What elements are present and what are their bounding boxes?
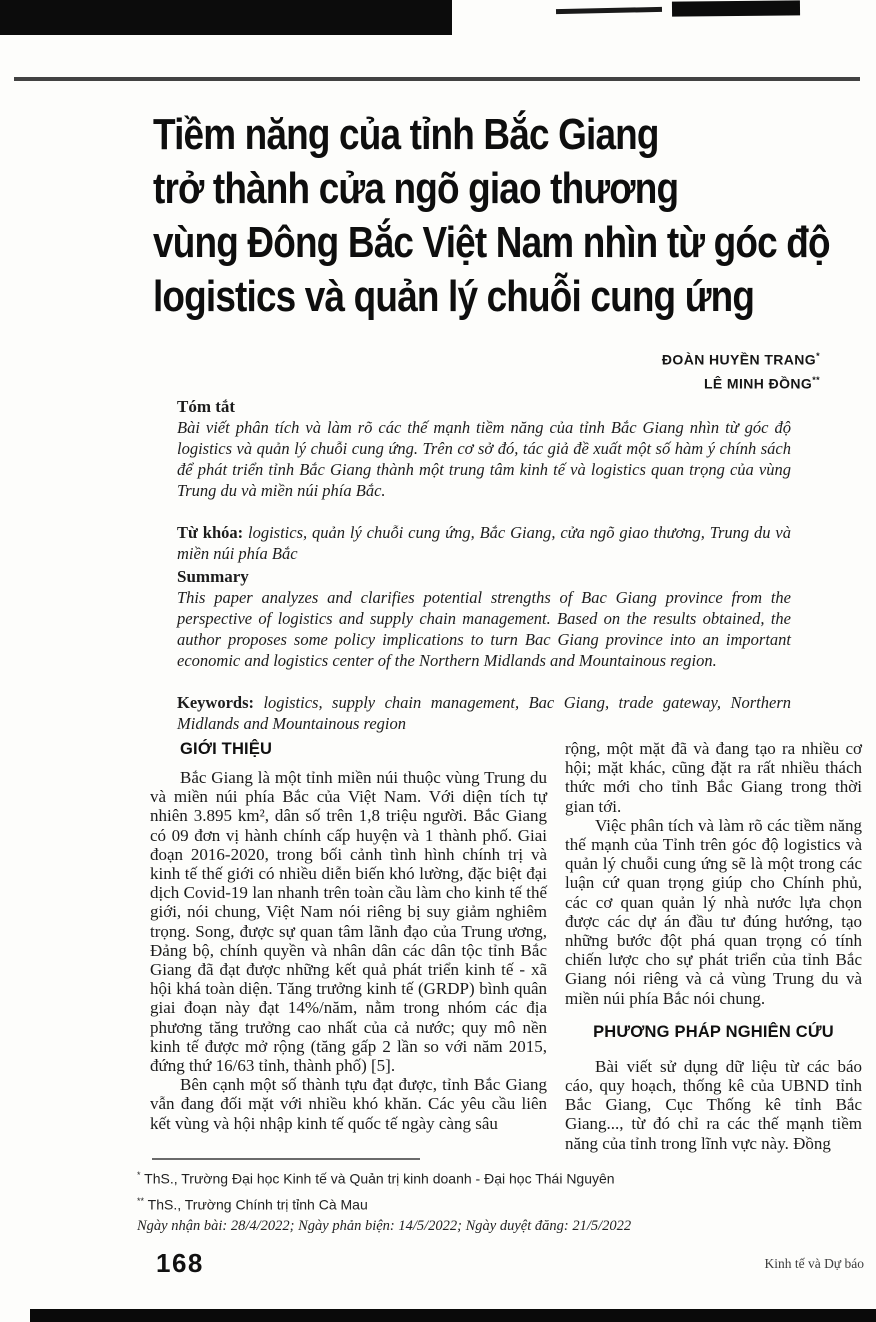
footnotes-block <box>137 1164 737 1237</box>
footnote-item <box>137 1190 737 1216</box>
scan-artifact-top-line <box>556 7 662 14</box>
keywords-vi-label: Từ khóa: <box>177 523 244 542</box>
title-line: trở thành cửa ngõ giao thương <box>153 164 679 213</box>
summary-heading: Summary <box>177 567 249 586</box>
author-affiliation-marker: ** <box>812 374 820 385</box>
author-affiliation-marker: * <box>816 351 820 361</box>
scan-artifact-top-left <box>0 0 452 35</box>
continuation-paragraph: rộng, một mặt đã và đang tạo ra nhiều cơ hội; mặt khác, cũng đặt ra rất nhiều thách thức mới cho tỉnh Bắc Giang trong thời gian tới. <box>565 739 862 816</box>
footnote-text: ThS., Trường Chính trị tỉnh Cà Mau <box>144 1196 368 1213</box>
footnote-item <box>137 1164 737 1190</box>
column-right <box>565 739 862 1153</box>
abstract-body: Bài viết phân tích và làm rõ các thế mạnh tiềm năng của tỉnh Bắc Giang nhìn từ góc độ logistics và quản lý chuỗi cung ứng. Trên cơ sở đó, tác giả đề xuất một số hàm ý chính sách để phát triển tỉnh Bắc Giang thành một trung tâm kinh tế và logistics quan trọng của vùng Trung du và miền núi phía Bắc. <box>177 418 791 500</box>
summary-section <box>177 566 791 734</box>
authors-block <box>662 346 820 393</box>
header-rule <box>14 77 860 81</box>
abstract-heading: Tóm tắt <box>177 397 236 416</box>
keywords-en <box>177 692 791 734</box>
summary-body: This paper analyzes and clarifies potential strengths of Bac Giang province from the perspective of logistics and supply chain management. Based on the results obtained, the author proposes some policy implications to turn Bac Giang province into an important economic and logistics center of the Northern Midlands and Mountainous region. <box>177 588 791 670</box>
footnote-marker: * <box>137 1170 141 1180</box>
article-title <box>153 108 830 324</box>
title-line: Tiềm năng của tỉnh Bắc Giang <box>153 110 659 159</box>
intro-paragraph-2: Bên cạnh một số thành tựu đạt được, tỉnh Bắc Giang vẫn đang đối mặt với nhiều khó khăn. Các yêu cầu liên kết vùng và hội nhập kinh tế quốc tế ngày càng sâu <box>150 1075 547 1133</box>
keywords-vi <box>177 522 791 564</box>
scan-artifact-bottom <box>30 1309 876 1322</box>
methods-paragraph: Bài viết sử dụng dữ liệu từ các báo cáo, quy hoạch, thống kê của UBND tỉnh Bắc Giang, Cục Thống kê tỉnh Bắc Giang..., từ đó chỉ ra các thế mạnh tiềm năng của tỉnh trong lĩnh vực này. Đồng <box>565 1056 862 1153</box>
intro-paragraph-1: Bắc Giang là một tỉnh miền núi thuộc vùng Trung du và miền núi phía Bắc của Việt Nam. Với diện tích tự nhiên 3.895 km², dân số trên 1,8 triệu người. Bắc Giang có 09 đơn vị hành chính cấp huyện và 1 thành phố. Giai đoạn 2016-2020, trong bối cảnh tình hình chính trị và kinh tế thế giới có nhiều diễn biến khó lường, đặc biệt đại dịch Covid-19 lan nhanh trên toàn cầu làm cho kinh tế thế giới, nói chung, Việt Nam nói riêng bị suy giảm nghiêm trọng. Song, được sự quan tâm lãnh đạo của Trung ương, Đảng bộ, chính quyền và nhân dân các dân tộc tỉnh Bắc Giang đã đạt được những kết quả phát triển kinh tế - xã hội khá toàn diện. Tăng trưởng kinh tế (GRDP) bình quân giai đoạn này đạt 14%/năm, nằm trong nhóm các địa phương tăng trưởng cao nhất của cả nước; quy mô nền kinh tế được mở rộng (tăng gấp 2 lần so với năm 2015, đứng thứ 16/63 tỉnh, thành phố) [5]. <box>150 768 547 1076</box>
scan-artifact-top-right <box>672 0 800 16</box>
journal-name: Kinh tế và Dự báo <box>764 1256 864 1271</box>
footnote-marker: ** <box>137 1195 145 1206</box>
analysis-paragraph: Việc phân tích và làm rõ các tiềm năng thế mạnh của Tỉnh trên góc độ logistics và quản lý chuỗi cung ứng sẽ là một trong các luận cứ quan trọng giúp cho Chính phủ, các cơ quan quản lý nhà nước lựa chọn được các dự án đầu tư đúng hướng, tạo những bước đột phá quan trọng có tính chiến lược cho sự phát triển của tỉnh Bắc Giang nói riêng và cả vùng Trung du và miền núi phía Bắc nói chung. <box>565 815 862 1008</box>
author-line: LÊ MINH ĐỒNG** <box>703 374 820 392</box>
title-line: vùng Đông Bắc Việt Nam nhìn từ góc độ <box>153 218 830 267</box>
footnote-rule <box>152 1158 420 1160</box>
methods-heading: PHƯƠNG PHÁP NGHIÊN CỨU <box>593 1022 834 1041</box>
column-left <box>150 739 547 1153</box>
body-columns <box>150 739 862 1153</box>
page-number: 168 <box>156 1248 204 1278</box>
keywords-en-label: Keywords: <box>177 693 254 712</box>
author-line: ĐOÀN HUYỀN TRANG* <box>661 351 820 368</box>
keywords-vi-text: logistics, quản lý chuỗi cung ứng, Bắc Giang, cửa ngõ giao thương, Trung du và miền núi phía Bắc <box>177 523 791 563</box>
title-line: logistics và quản lý chuỗi cung ứng <box>153 272 755 321</box>
keywords-en-text: logistics, supply chain management, Bac Giang, trade gateway, Northern Midlands and Mountainous region <box>177 693 791 733</box>
footnote-dates: Ngày nhận bài: 28/4/2022; Ngày phản biện: 14/5/2022; Ngày duyệt đăng: 21/5/2022 <box>137 1218 632 1235</box>
footnote-text: ThS., Trường Đại học Kinh tế và Quản trị kinh doanh - Đại học Thái Nguyên <box>140 1170 615 1187</box>
abstract-section <box>177 396 791 564</box>
intro-heading: GIỚI THIỆU <box>180 740 273 758</box>
